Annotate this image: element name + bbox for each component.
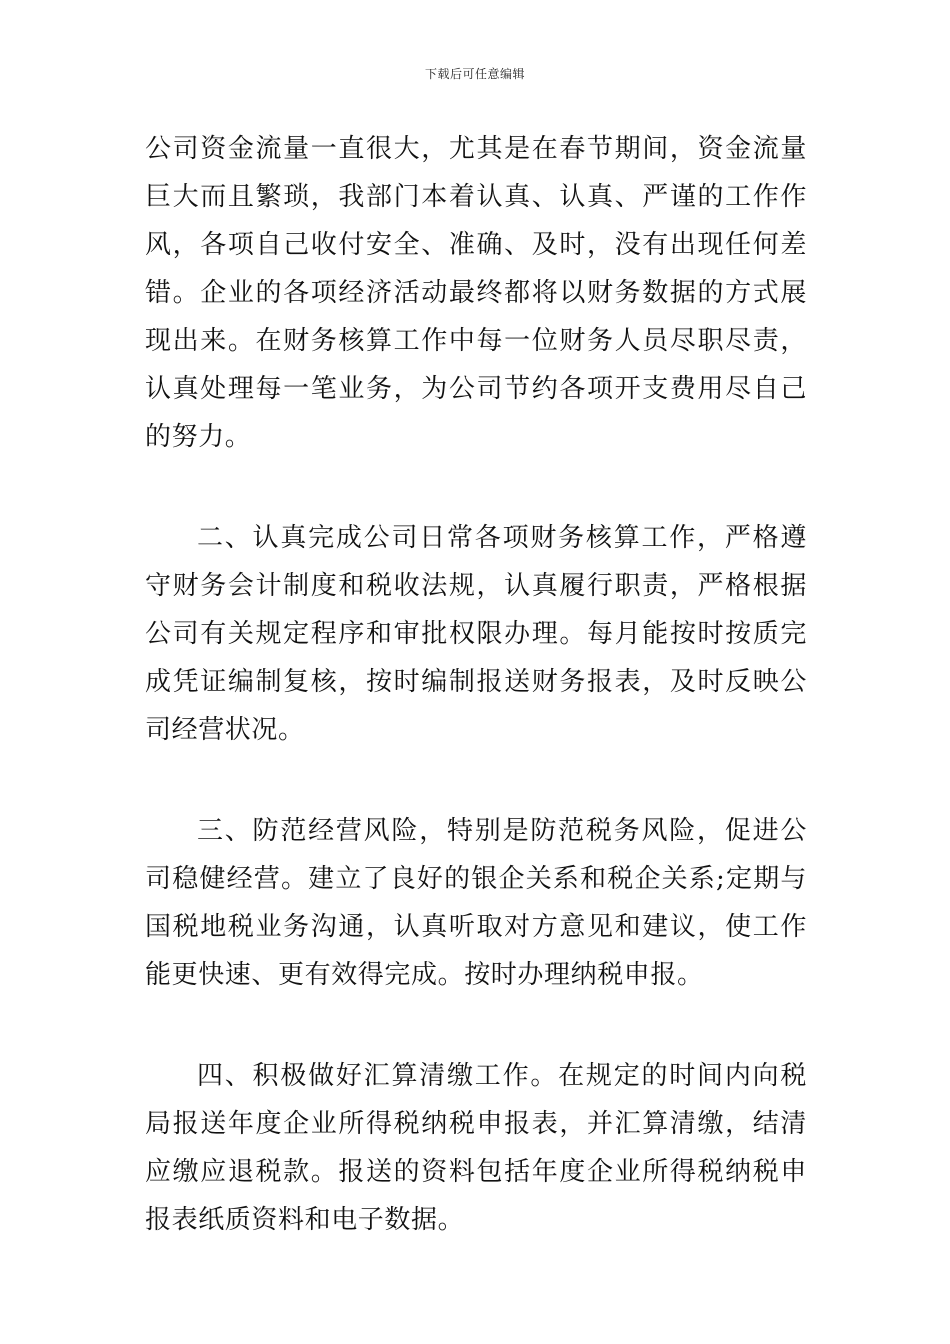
paragraph-gap: [145, 754, 807, 807]
header-note: 下载后可任意编辑: [424, 67, 525, 81]
paragraph-continuation: 公司资金流量一直很大，尤其是在春节期间，资金流量巨大而且繁琐，我部门本着认真、认真、严谨的工作作风，各项自己收付安全、准确、及时，没有出现任何差错。企业的各项经济活动最终都将以财务数据的方式展现出来。在财务核算工作中每一位财务人员尽职尽责，认真处理每一笔业务，为公司节约各项开支费用尽自己的努力。: [145, 134, 807, 452]
paragraph-section-4: 四、积极做好汇算清缴工作。在规定的时间内向税局报送年度企业所得税纳税申报表，并汇算清缴，结清应缴应退税款。报送的资料包括年度企业所得税纳税申报表纸质资料和电子数据。: [145, 1061, 807, 1235]
paragraph-gap: [145, 461, 807, 514]
document-body: [145, 125, 807, 1244]
paragraph-section-2: 二、认真完成公司日常各项财务核算工作，严格遵守财务会计制度和税收法规，认真履行职责，严格根据公司有关规定程序和审批权限办理。每月能按时按质完成凭证编制复核，按时编制报送财务报表，及时反映公司经营状况。: [145, 523, 807, 745]
paragraph-gap: [145, 999, 807, 1052]
paragraph-section-3: 三、防范经营风险，特别是防范税务风险，促进公司稳健经营。建立了良好的银企关系和税企关系;定期与国税地税业务沟通，认真听取对方意见和建议，使工作能更快速、更有效得完成。按时办理纳税申报。: [145, 816, 807, 990]
